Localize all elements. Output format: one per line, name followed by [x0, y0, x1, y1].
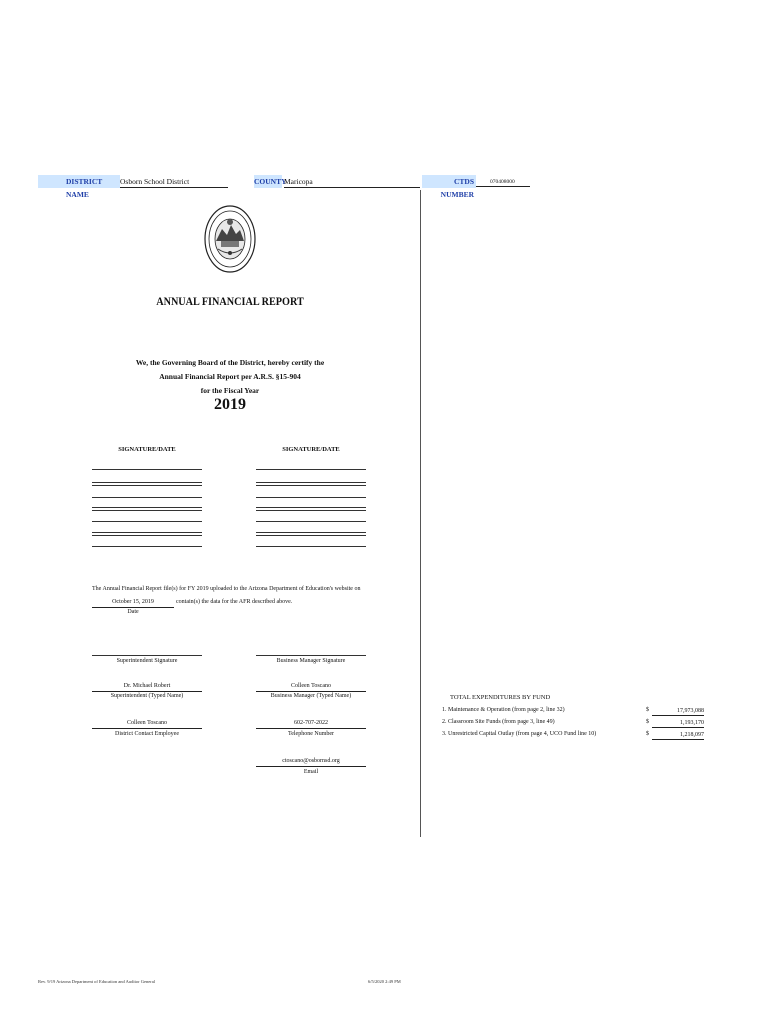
board-signature-line[interactable] — [256, 507, 366, 511]
district-name-label: DISTRICT NAME — [38, 175, 120, 188]
expenditure-row-amount[interactable]: 1,218,097 — [652, 731, 704, 740]
county-field[interactable]: Maricopa — [284, 175, 420, 188]
certification-line-3: for the Fiscal Year — [200, 386, 260, 395]
board-signature-line[interactable] — [92, 482, 202, 486]
expenditure-row-label: 2. Classroom Site Funds (from page 3, line 49) — [442, 719, 555, 725]
business-manager-signature-label: Business Manager Signature — [276, 658, 346, 664]
fiscal-year: 2019 — [214, 396, 246, 413]
district-name-field[interactable]: Osborn School District — [120, 175, 228, 188]
board-signature-line[interactable] — [256, 546, 366, 547]
expenditure-row-currency: $ — [646, 707, 649, 713]
ctds-number-field[interactable]: 070408000 — [476, 175, 530, 187]
board-signature-line[interactable] — [92, 507, 202, 511]
footer-revision: Rev. 9/19 Arizona Department of Education and Auditor General — [38, 979, 156, 984]
certification-line-1: We, the Governing Board of the District, hereby certify the — [135, 358, 325, 367]
board-signature-line[interactable] — [92, 497, 202, 498]
footer-timestamp: 6/5/2020 2:49 PM — [368, 979, 401, 984]
column-divider — [420, 190, 421, 837]
signature-date-header-left: SIGNATURE/DATE — [118, 446, 176, 453]
business-manager-name-label: Business Manager (Typed Name) — [270, 693, 352, 699]
superintendent-name-field[interactable]: Dr. Michael Robert — [92, 682, 202, 692]
district-contact-field[interactable]: Colleen Toscano — [92, 719, 202, 729]
board-signature-line[interactable] — [92, 546, 202, 547]
superintendent-signature-label: Superintendent Signature — [116, 658, 178, 664]
telephone-label: Telephone Number — [287, 731, 335, 737]
expenditure-row-label: 3. Unrestricted Capital Outlay (from page 4, UCO Fund line 10) — [442, 731, 597, 737]
expenditure-row-label: 1. Maintenance & Operation (from page 2, line 32) — [442, 707, 565, 713]
state-seal-icon — [204, 205, 256, 273]
district-contact-label: District Contact Employee — [115, 731, 179, 737]
board-signature-line[interactable] — [92, 521, 202, 522]
expenditure-row-amount[interactable]: 17,973,088 — [652, 707, 704, 716]
superintendent-name-label: Superintendent (Typed Name) — [110, 693, 184, 699]
report-title: ANNUAL FINANCIAL REPORT — [156, 294, 304, 308]
board-signature-line[interactable] — [256, 469, 366, 470]
board-signature-line[interactable] — [92, 532, 202, 536]
board-signature-line[interactable] — [256, 497, 366, 498]
board-signature-line[interactable] — [256, 521, 366, 522]
signature-date-header-right: SIGNATURE/DATE — [282, 446, 340, 453]
business-manager-name-field[interactable]: Colleen Toscano — [256, 682, 366, 692]
superintendent-signature-line[interactable] — [92, 655, 202, 656]
expenditure-row-currency: $ — [646, 719, 649, 725]
expenditures-title: TOTAL EXPENDITURES BY FUND — [450, 694, 551, 701]
board-signature-line[interactable] — [92, 469, 202, 470]
email-label: Email — [303, 769, 319, 775]
upload-statement: The Annual Financial Report file(s) for FY 2019 uploaded to the Arizona Department of Education's website on — [92, 586, 361, 592]
expenditure-row-amount[interactable]: 1,193,170 — [652, 719, 704, 728]
email-field[interactable]: ctoscano@osbornsd.org — [256, 757, 366, 767]
upload-date-label: Date — [127, 609, 139, 615]
ctds-number-label: CTDS NUMBER — [422, 175, 476, 188]
telephone-field[interactable]: 602-707-2022 — [256, 719, 366, 729]
upload-date-field[interactable]: October 15, 2019 — [92, 598, 174, 608]
board-signature-line[interactable] — [256, 532, 366, 536]
certification-line-2: Annual Financial Report per A.R.S. §15-904 — [159, 372, 301, 381]
business-manager-signature-line[interactable] — [256, 655, 366, 656]
county-label: COUNTY — [254, 177, 287, 186]
upload-contains-text: contain(s) the data for the AFR described above. — [176, 599, 293, 605]
expenditure-row-currency: $ — [646, 731, 649, 737]
board-signature-line[interactable] — [256, 482, 366, 486]
